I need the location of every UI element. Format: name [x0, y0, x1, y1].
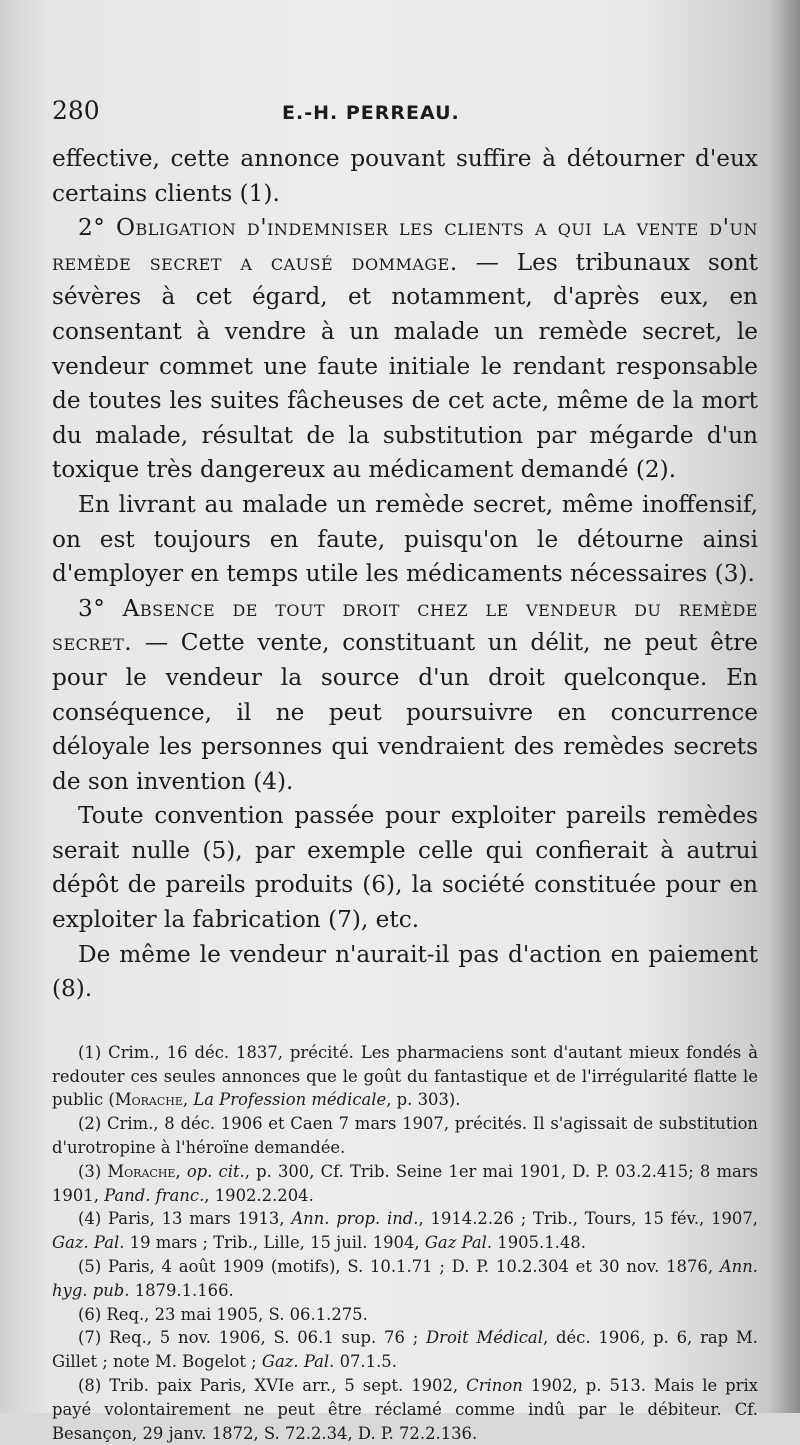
paragraph-5: Toute convention passée pour exploiter pareils remèdes serait nulle (5), par exemple celle qui confierait à autrui dépôt de pareils produits (6), la société constituée pour en exploiter la fabrication (7), etc. — [52, 802, 758, 934]
footnote-1-author: Morache — [114, 1090, 183, 1110]
paragraph-2 — [52, 211, 758, 488]
footnote-7-gaz: Gaz. Pal. — [261, 1352, 335, 1372]
footnote-5 — [52, 1255, 758, 1303]
footnote-7-end: 07.1.5. — [334, 1352, 397, 1372]
footnote-5-ann: Ann. hyg. pub. — [52, 1257, 758, 1300]
footnote-5-text: (5) Paris, 4 août 1909 (motifs), S. 10.1.71 ; D. P. 10.2.304 et 30 nov. 1876, — [78, 1257, 720, 1277]
footnote-4-text: (4) Paris, 13 mars 1913, — [78, 1209, 292, 1229]
footnote-7-droit: Droit Médical — [426, 1328, 543, 1348]
footnote-8-end: 1902, p. 513. Mais le prix payé volontairement ne peut être réclamé comme indû par le débiteur. Cf. Besançon, 29 janv. 1872, S. 72.2.34, D. P. 72.2.136. — [52, 1376, 758, 1443]
footnote-3 — [52, 1160, 758, 1208]
page-number: 280 — [52, 96, 100, 125]
footnote-7-text-b: , déc. 1906, p. 6, rap M. Gillet ; note M. Bogelot ; — [52, 1328, 758, 1372]
footnote-4-gaz1: Gaz. Pal. — [52, 1233, 125, 1253]
footnote-8-crinon: Crinon — [466, 1376, 523, 1395]
footnote-7 — [52, 1326, 758, 1374]
section-heading-3: 3° Absence de tout droit chez le vendeur du remède secret. — [52, 594, 758, 657]
paragraph-1: effective, cette annonce pouvant suffire à détourner d'eux certains clients (1). — [52, 145, 758, 207]
footnote-1-sep: , — [182, 1090, 194, 1110]
footnote-1-text: (1) Crim., 16 déc. 1837, précité. Les pharmaciens sont d'autant mieux fondés à redouter ces seules annonces que le goût du fantastique et de l'irrégularité flatte le public ( — [52, 1042, 758, 1110]
footnote-1-title: La Profession médicale — [193, 1090, 387, 1110]
body-text — [52, 142, 758, 1007]
footnote-4-end: 1905.1.48. — [492, 1233, 586, 1253]
paragraph-4-text: — Cette vente, constituant un délit, ne peut être pour le vendeur la source d'un droit quelconque. En conséquence, il ne peut poursuivre en concurrence déloyale les personnes qui vendraient des remèdes secrets de son invention (4). — [52, 629, 758, 795]
running-head: E.-H. PERREAU. — [282, 102, 460, 124]
footnote-4-ann: Ann. prop. ind. — [291, 1209, 419, 1229]
footnote-5-end: 1879.1.166. — [129, 1280, 234, 1300]
footnote-3-pand: Pand. franc. — [104, 1185, 205, 1205]
paragraph-3: En livrant au malade un remède secret, même inoffensif, on est toujours en faute, puisqu'on le détourne ainsi d'employer en temps utile les médicaments nécessaires (3). — [52, 490, 758, 588]
footnote-1 — [52, 1041, 758, 1112]
footnote-7-text: (7) Req., 5 nov. 1906, S. 06.1 sup. 76 ; — [78, 1328, 427, 1348]
footnote-4-gaz2: Gaz Pal. — [424, 1233, 493, 1253]
footnote-4-text-b: , 1914.2.26 ; Trib., Tours, 15 fév., 1907, — [418, 1209, 758, 1229]
paragraph-4 — [52, 592, 758, 800]
footnote-3-sep: , — [175, 1161, 187, 1181]
footnote-4-text-c: 19 mars ; Trib., Lille, 15 juil. 1904, — [124, 1233, 425, 1253]
footnote-8-text: (8) Trib. paix Paris, XVIe arr., 5 sept. 1902, — [78, 1376, 467, 1395]
footnote-3-author: Morache — [107, 1161, 176, 1181]
footnote-2: (2) Crim., 8 déc. 1906 et Caen 7 mars 1907, précités. Il s'agissait de substitution d'urotropine à l'héroïne demandée. — [52, 1114, 758, 1158]
footnote-3-end: , 1902.2.204. — [204, 1185, 314, 1205]
page-header — [52, 96, 758, 142]
footnote-3-num: (3) — [78, 1161, 108, 1181]
footnote-1-end: , p. 303). — [386, 1090, 461, 1110]
footnote-3-text: , p. 300, Cf. Trib. Seine 1er mai 1901, D. P. 03.2.415; 8 mars 1901, — [52, 1161, 759, 1205]
footnotes — [52, 1041, 758, 1445]
footnote-3-op: op. cit. — [186, 1161, 245, 1181]
footnote-6: (6) Req., 23 mai 1905, S. 06.1.275. — [78, 1304, 368, 1324]
footnote-8 — [52, 1374, 758, 1445]
paragraph-2-text: — Les tribunaux sont sévères à cet égard, et notamment, d'après eux, en consentant à vendre à un malade un remède secret, le vendeur commet une faute initiale le rendant responsable de toutes les suites fâcheuses de cet acte, même de la mort du malade, résultat de la substitution par mégarde d'un toxique très dangereux au médicament demandé (2). — [52, 248, 758, 484]
footnote-4 — [52, 1207, 758, 1255]
paragraph-6: De même le vendeur n'aurait-il pas d'action en paiement (8). — [52, 940, 758, 1003]
section-heading-2: 2° Obligation d'indemniser les clients a qui la vente d'un remède secret a causé dommage. — [52, 214, 758, 276]
